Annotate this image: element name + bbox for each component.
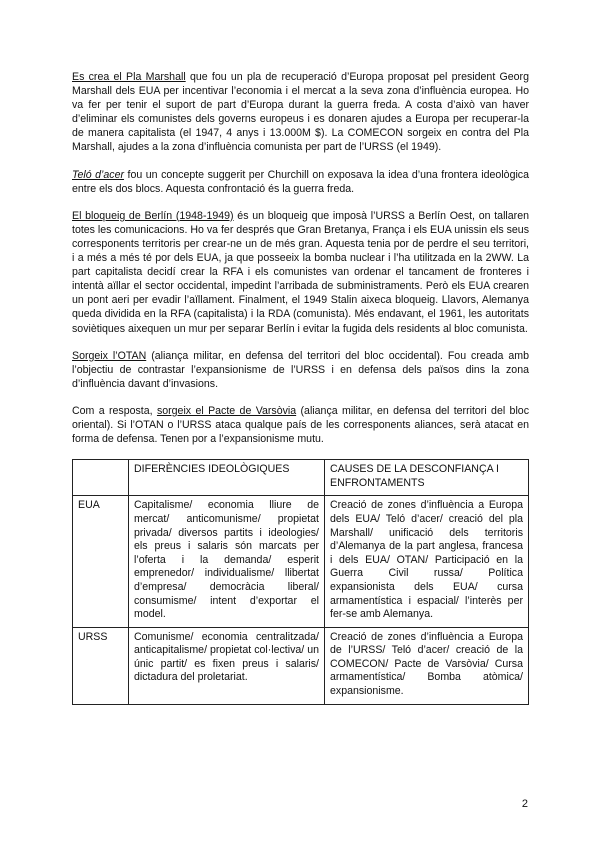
heading-nato: Sorgeix l’OTAN [72,349,147,362]
heading-berlin-blockade: El bloqueig de Berlín (1948-1949) [72,209,234,222]
paragraph-marshall-plan [72,70,529,155]
heading-iron-curtain: Teló d’acer [72,168,125,181]
cell-causes: Creació de zones d’influència a Europa de l’URSS/ Teló d’acer/ creació de la COMECON/ Pacte de Varsòvia/ Cursa armamentística/ Bomba atòmica/ expansionisme. [325,627,529,704]
paragraph-berlin-blockade [72,209,529,336]
text-marshall-plan: que fou un pla de recuperació d’Europa proposat pel president Georg Marshall dels EUA per incentivar l’economia i el mercat a la seva zona d’influència europea. Ho va fer per tenir el suport de part d’Europa durant la guerra freda. A costa d’això van haver d’eliminar els comunistes dels governs europeus i es donaren ajudes a Europa per recuperar-la de manera capitalista (el 1947, 4 anys i 13.000M $). La COMECON sorgeix en contra del Pla Marshall, ajudes a la zona d’influència comunista per part de l’URSS (el 1949). [72,71,529,154]
text-warsaw-pact: (aliança militar, en defensa del territori del bloc oriental). Si l’OTAN o l’URSS ataca qualque país de les corresponents aliances, serà atacat en forma de defensa. Tenen por a l’expansionisme mutu. [72,404,529,446]
cell-causes: Creació de zones d’influència a Europa dels EUA/ Teló d’acer/ creació del pla Marshall/ unificació dels territoris d’Alemanya de la part anglesa, francesa i dels EUA/ OTAN/ Participació en la Guerra Civil russa/ Política expansionista dels EUA/ cursa armamentística i espacial/ l’interès per fer-se amb Alemanya. [325,496,529,627]
text-berlin-blockade: és un bloqueig que imposà l’URSS a Berlín Oest, on tallaren totes les comunicacions. Ho va fer després que Gran Bretanya, França i els EUA unissin els seus corresponents territoris per crear-ne un de més gran. Aquesta tenia por de perdre el seu territori, i a més a més té por dels EUA, ja que posseeix la bomba nuclear i l’ha utilitzada en la 2WW. La part capitalista decidí crear la RFA i els comunistes van ordenar el tancament de fronteres i intentà aïllar el sector occidental, impedint l’arribada de subministraments. Però els EUA crearen un pont aeri per evadir l’aïllament. Finalment, el 1949 Stalin aixeca bloqueig. Llavors, Alemanya queda dividida en la RFA (capitalista) i la RDA (comunista). Més endavant, el 1961, les autoritats soviètiques aixequen un mur per separar Berlín i evitar la fugida dels residents al bloc comunista. [72,209,529,335]
text-nato: (aliança militar, en defensa del territori del bloc occidental). Fou creada amb l’objectiu de contrastar l’expansionisme de l’URSS i en defensa dels països dins la zona d’influència davant d’invasions. [72,349,529,390]
paragraph-iron-curtain [72,168,529,196]
paragraph-nato [72,349,529,391]
table-header-causes: CAUSES DE LA DESCONFIANÇA I ENFRONTAMENTS [325,460,529,496]
table-header-empty [73,460,129,496]
pre-warsaw-pact: Com a resposta, [72,404,157,417]
table-header-row [73,460,529,496]
cell-ideology: Capitalisme/ economia lliure de mercat/ anticomunisme/ propietat privada/ diversos partits i ideologies/ els preus i salaris són marcats per l’oferta i la demanda/ esperit emprenedor/ individualisme/ llibertat d’empresa/ democràcia liberal/ consumisme/ intent d’exportar el model. [129,496,325,627]
paragraph-warsaw-pact [72,404,529,446]
table-row [73,496,529,627]
comparison-table [72,459,529,705]
table-row [73,627,529,704]
heading-marshall-plan: Es crea el Pla Marshall [72,71,186,83]
text-iron-curtain: fou un concepte suggerit per Churchill on exposava la idea d’una frontera ideològica entre els dos blocs. Aquesta confrontació és la guerra freda. [72,168,529,195]
table-header-ideology: DIFERÈNCIES IDEOLÒGIQUES [129,460,325,496]
page-content [72,70,529,705]
row-label: URSS [73,627,129,704]
heading-warsaw-pact: sorgeix el Pacte de Varsòvia [156,404,297,417]
cell-ideology: Comunisme/ economia centralitzada/ anticapitalisme/ propietat col·lectiva/ un únic partit/ es fixen preus i salaris/ dictadura del proletariat. [129,627,325,704]
page-number: 2 [521,798,528,810]
row-label: EUA [73,496,129,627]
